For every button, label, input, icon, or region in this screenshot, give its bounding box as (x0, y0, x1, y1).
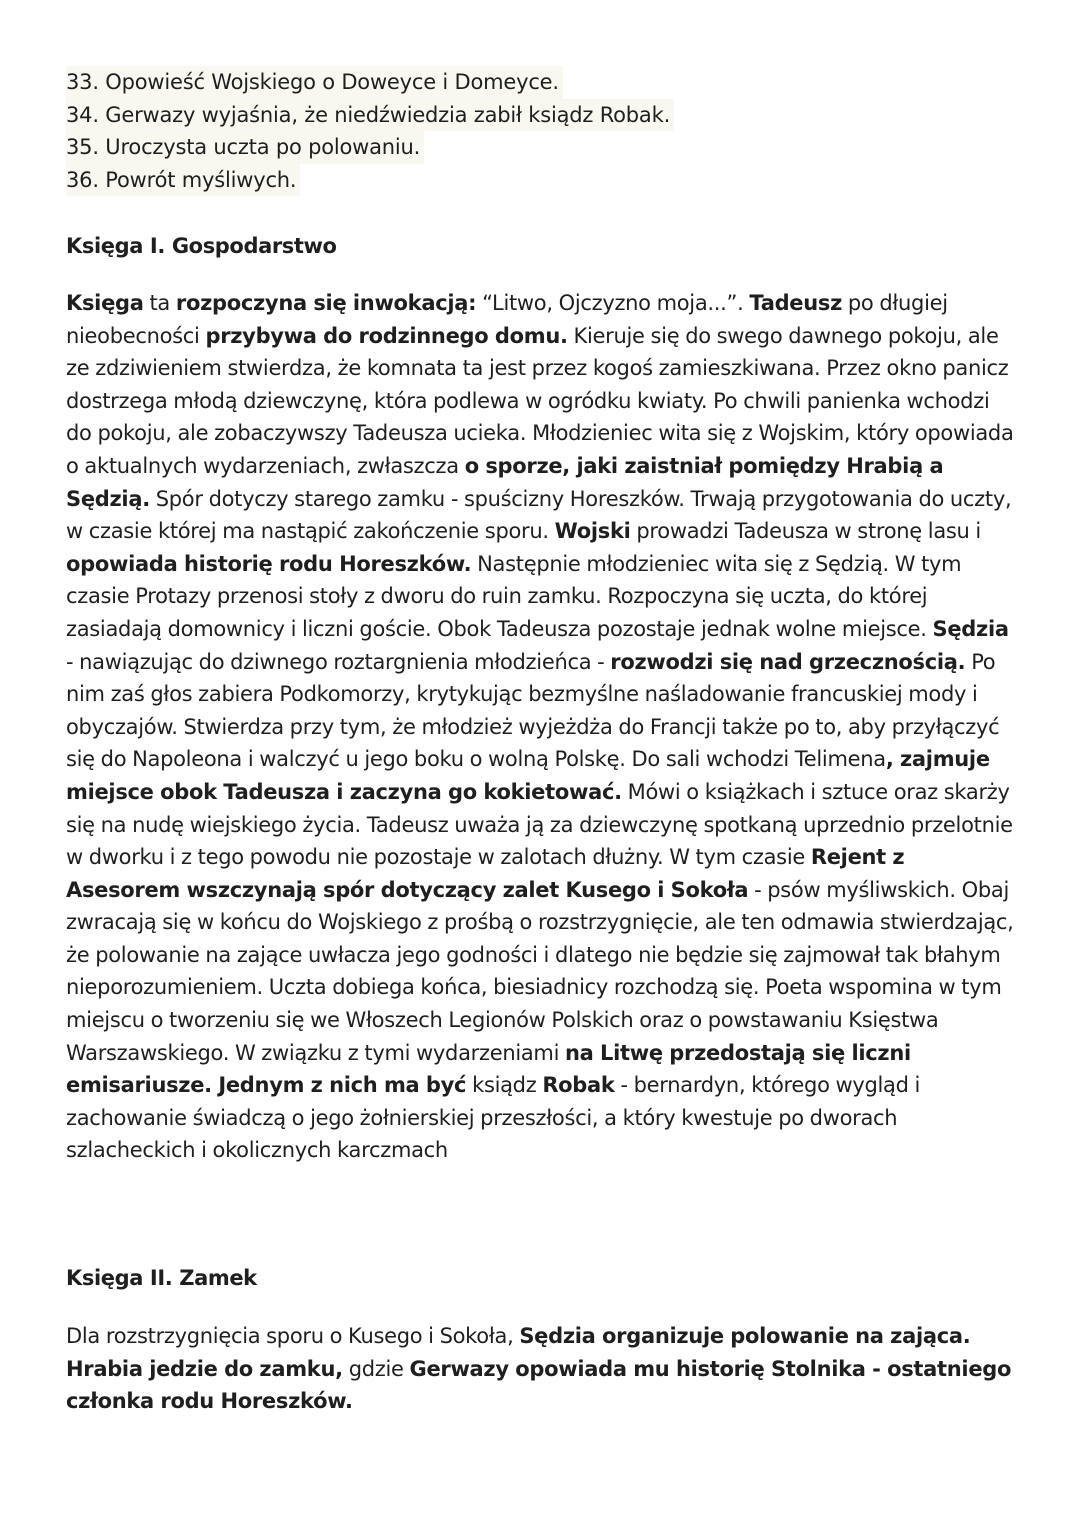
text-run: - bernardyn, którego wygląd i zachowanie świadczą o jego żołnierskiej przeszłości, a który kwestuje po dworach szlacheckich i okolicznych karczmach (66, 1073, 921, 1163)
text-run: Kieruje się do swego dawnego pokoju, ale ze zdziwieniem stwierdza, że komnata ta jest przez kogoś zamieszkiwana. Przez okno panicz dostrzega młodą dziewczynę, która podlewa w ogródku kwiaty. Po chwili panienka wchodzi do pokoju, ale zobaczywszy Tadeusza ucieka. Młodzieniec wita się z Wojskim, który opowiada o aktualnych wydarzeniach, zwłaszcza (66, 323, 1014, 478)
bold-text-run: na Litwę przedostają się liczni emisariusze. Jednym z nich ma być (66, 1040, 911, 1098)
list-item: 35. Uroczysta uczta po polowaniu. (66, 131, 424, 164)
bold-text-run: przybywa do rodzinnego domu. (205, 323, 568, 348)
list-item: 36. Powrót myśliwych. (66, 164, 300, 197)
text-run: Następnie młodzieniec wita się z Sędzią. W tym czasie Protazy przenosi stoły z dworu do ruin zamku. Rozpoczyna się uczta, do której zasiadają domownicy i liczni goście. Obok Tadeusza pozostaje jednak wolne miejsce. (66, 551, 962, 641)
text-run: prowadzi Tadeusza w stronę lasu i (630, 519, 981, 544)
section-heading-ksiega-1: Księga I. Gospodarstwo (66, 234, 337, 258)
bold-text-run: , zajmuje miejsce obok Tadeusza i zaczyna go kokietować. (66, 747, 990, 804)
text-run: - psów myśliwskich. Obaj zwracają się w końcu do Wojskiego z prośbą o rozstrzygnięcie, ale ten odmawia stwierdzając, że polowanie na zające uwłacza jego godności i dlatego nie będzie się zajmował tak błahym nieporozumieniem. Uczta dobiega końca, biesiadnicy rozchodzą się. Poeta wspomina w tym miejscu o tworzeniu się we Włoszech Legionów Polskich oraz o powstawaniu Księstwa Warszawskiego. W związku z tymi wydarzeniami (66, 877, 1014, 1065)
bold-text-run: Sędzia (932, 616, 1009, 641)
text-run: ta (143, 291, 176, 315)
bold-text-run: Tadeusz (749, 291, 843, 315)
bold-text-run: Rejent z Asesorem wszczynają spór dotyczący zalet Kusego i Sokoła (66, 845, 905, 902)
bold-text-run: rozwodzi się nad grzecznością. (610, 649, 966, 674)
text-run: “Litwo, Ojczyzno moja...”. (476, 291, 750, 315)
text-run: po długiej nieobecności (66, 291, 948, 348)
text-run: Spór dotyczy starego zamku - spuścizny Horeszków. Trwają przygotowania do uczty, w czasie której ma nastąpić zakończenie sporu. (66, 486, 1012, 544)
bold-text-run: Robak (542, 1073, 615, 1098)
text-run: Po nim zaś głos zabiera Podkomorzy, krytykując bezmyślne naśladowanie francuskiej mody i obyczajów. Stwierdza przy tym, że młodzież wyjeżdża do Francji także po to, aby przyłączyć się do Napoleona i walczyć u jego boku o wolną Polskę. Do sali wchodzi Telimena (66, 649, 1000, 772)
text-run: ksiądz (466, 1073, 543, 1098)
section-heading-ksiega-2: Księga II. Zamek (66, 1266, 257, 1290)
text-run: - nawiązując do dziwnego roztargnienia młodzieńca - (66, 649, 611, 674)
bold-text-run: opowiada historię rodu Horeszków. (66, 551, 472, 576)
bold-text-run: Sędzia organizuje polowanie na zająca. Hrabia jedzie do zamku, (66, 1324, 971, 1381)
list-item: 34. Gerwazy wyjaśnia, że niedźwiedzia zabił ksiądz Robak. (66, 99, 674, 132)
numbered-list (66, 66, 674, 196)
bold-text-run: Księga (66, 291, 144, 315)
section-paragraph-ksiega-1 (66, 287, 1016, 1167)
text-run: Dla rozstrzygnięcia sporu o Kusego i Sokoła, (66, 1324, 520, 1348)
text-run: gdzie (342, 1356, 410, 1381)
bold-text-run: Gerwazy opowiada mu historię Stolnika - ostatniego członka rodu Horeszków. (66, 1356, 1012, 1414)
bold-text-run: Wojski (554, 519, 631, 544)
text-run: Mówi o książkach i sztuce oraz skarży się na nudę wiejskiego życia. Tadeusz uważa ją za dziewczynę spotkaną uprzednio przelotnie w dworku i z tego powodu nie pozostaje w zalotach dłużny. W tym czasie (66, 779, 1013, 870)
section-paragraph-ksiega-2 (66, 1320, 1016, 1418)
list-item: 33. Opowieść Wojskiego o Doweyce i Domeyce. (66, 66, 563, 99)
bold-text-run: o sporze, jaki zaistniał pomiędzy Hrabią a Sędzią. (66, 453, 944, 511)
bold-text-run: rozpoczyna się inwokacją: (175, 291, 477, 315)
